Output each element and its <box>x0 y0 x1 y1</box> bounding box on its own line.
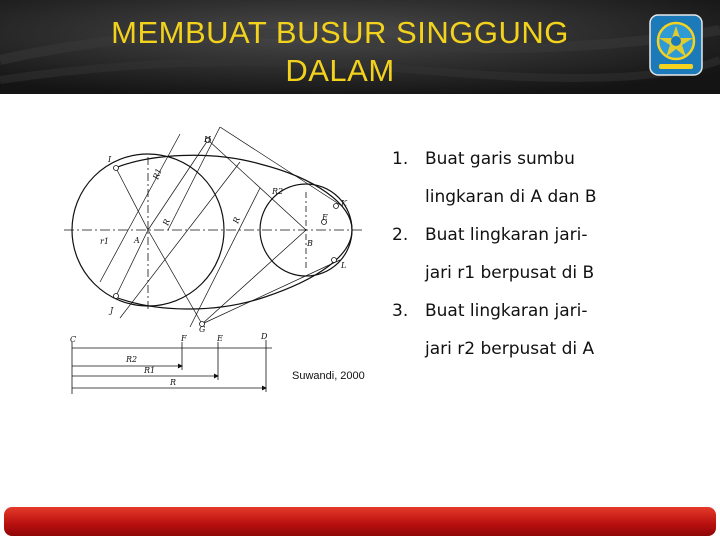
label-scale-r1: R1 <box>144 366 156 375</box>
step-3-number: 3. <box>392 301 409 321</box>
step-3-line2: jari r2 berpusat di A <box>425 339 595 359</box>
label-e: E <box>322 213 328 222</box>
step-2 <box>392 216 712 292</box>
label-f: F <box>181 334 187 343</box>
step-2-number: 2. <box>392 225 409 245</box>
label-a: A <box>134 236 140 245</box>
slide-title <box>0 14 680 90</box>
label-k: K <box>341 199 347 208</box>
header-band <box>0 0 720 94</box>
label-scale-r2: R2 <box>126 355 138 364</box>
label-scale-r: R <box>170 378 177 387</box>
step-2-line1: Buat lingkaran jari- <box>425 225 588 245</box>
step-1-number: 1. <box>392 149 409 169</box>
label-l: L <box>341 261 347 270</box>
tut-wuri-handayani-logo <box>649 14 703 76</box>
label-d: D <box>261 332 268 341</box>
label-g: G <box>199 325 206 334</box>
step-3-line1: Buat lingkaran jari- <box>425 301 588 321</box>
label-r-a: R <box>161 217 172 227</box>
step-1-line2: lingkaran di A dan B <box>425 187 597 207</box>
label-r1-a: r1 <box>100 237 109 246</box>
source-caption: Suwandi, 2000 <box>292 370 365 382</box>
slide-title-line1: MEMBUAT BUSUR SINGGUNG <box>111 15 569 50</box>
label-j: J <box>110 306 114 315</box>
slide-title-line2: DALAM <box>285 53 395 88</box>
label-e-scale: E <box>217 334 223 343</box>
step-1-line1: Buat garis sumbu <box>425 149 575 169</box>
footer-bar <box>4 507 716 536</box>
step-1 <box>392 140 712 216</box>
label-h: H <box>204 135 211 144</box>
step-list <box>392 140 712 368</box>
label-r2-diag: R2 <box>272 187 284 196</box>
step-3 <box>392 292 712 368</box>
outer-tangent-arc <box>115 155 352 309</box>
label-i: I <box>108 155 112 164</box>
tangent-arc-construction-diagram <box>60 122 380 404</box>
step-2-line2: jari r1 berpusat di B <box>425 263 595 283</box>
label-r-b: R <box>231 215 242 225</box>
label-c: C <box>70 335 77 344</box>
label-r1-diag: R1 <box>151 167 164 181</box>
label-b: B <box>307 239 313 248</box>
